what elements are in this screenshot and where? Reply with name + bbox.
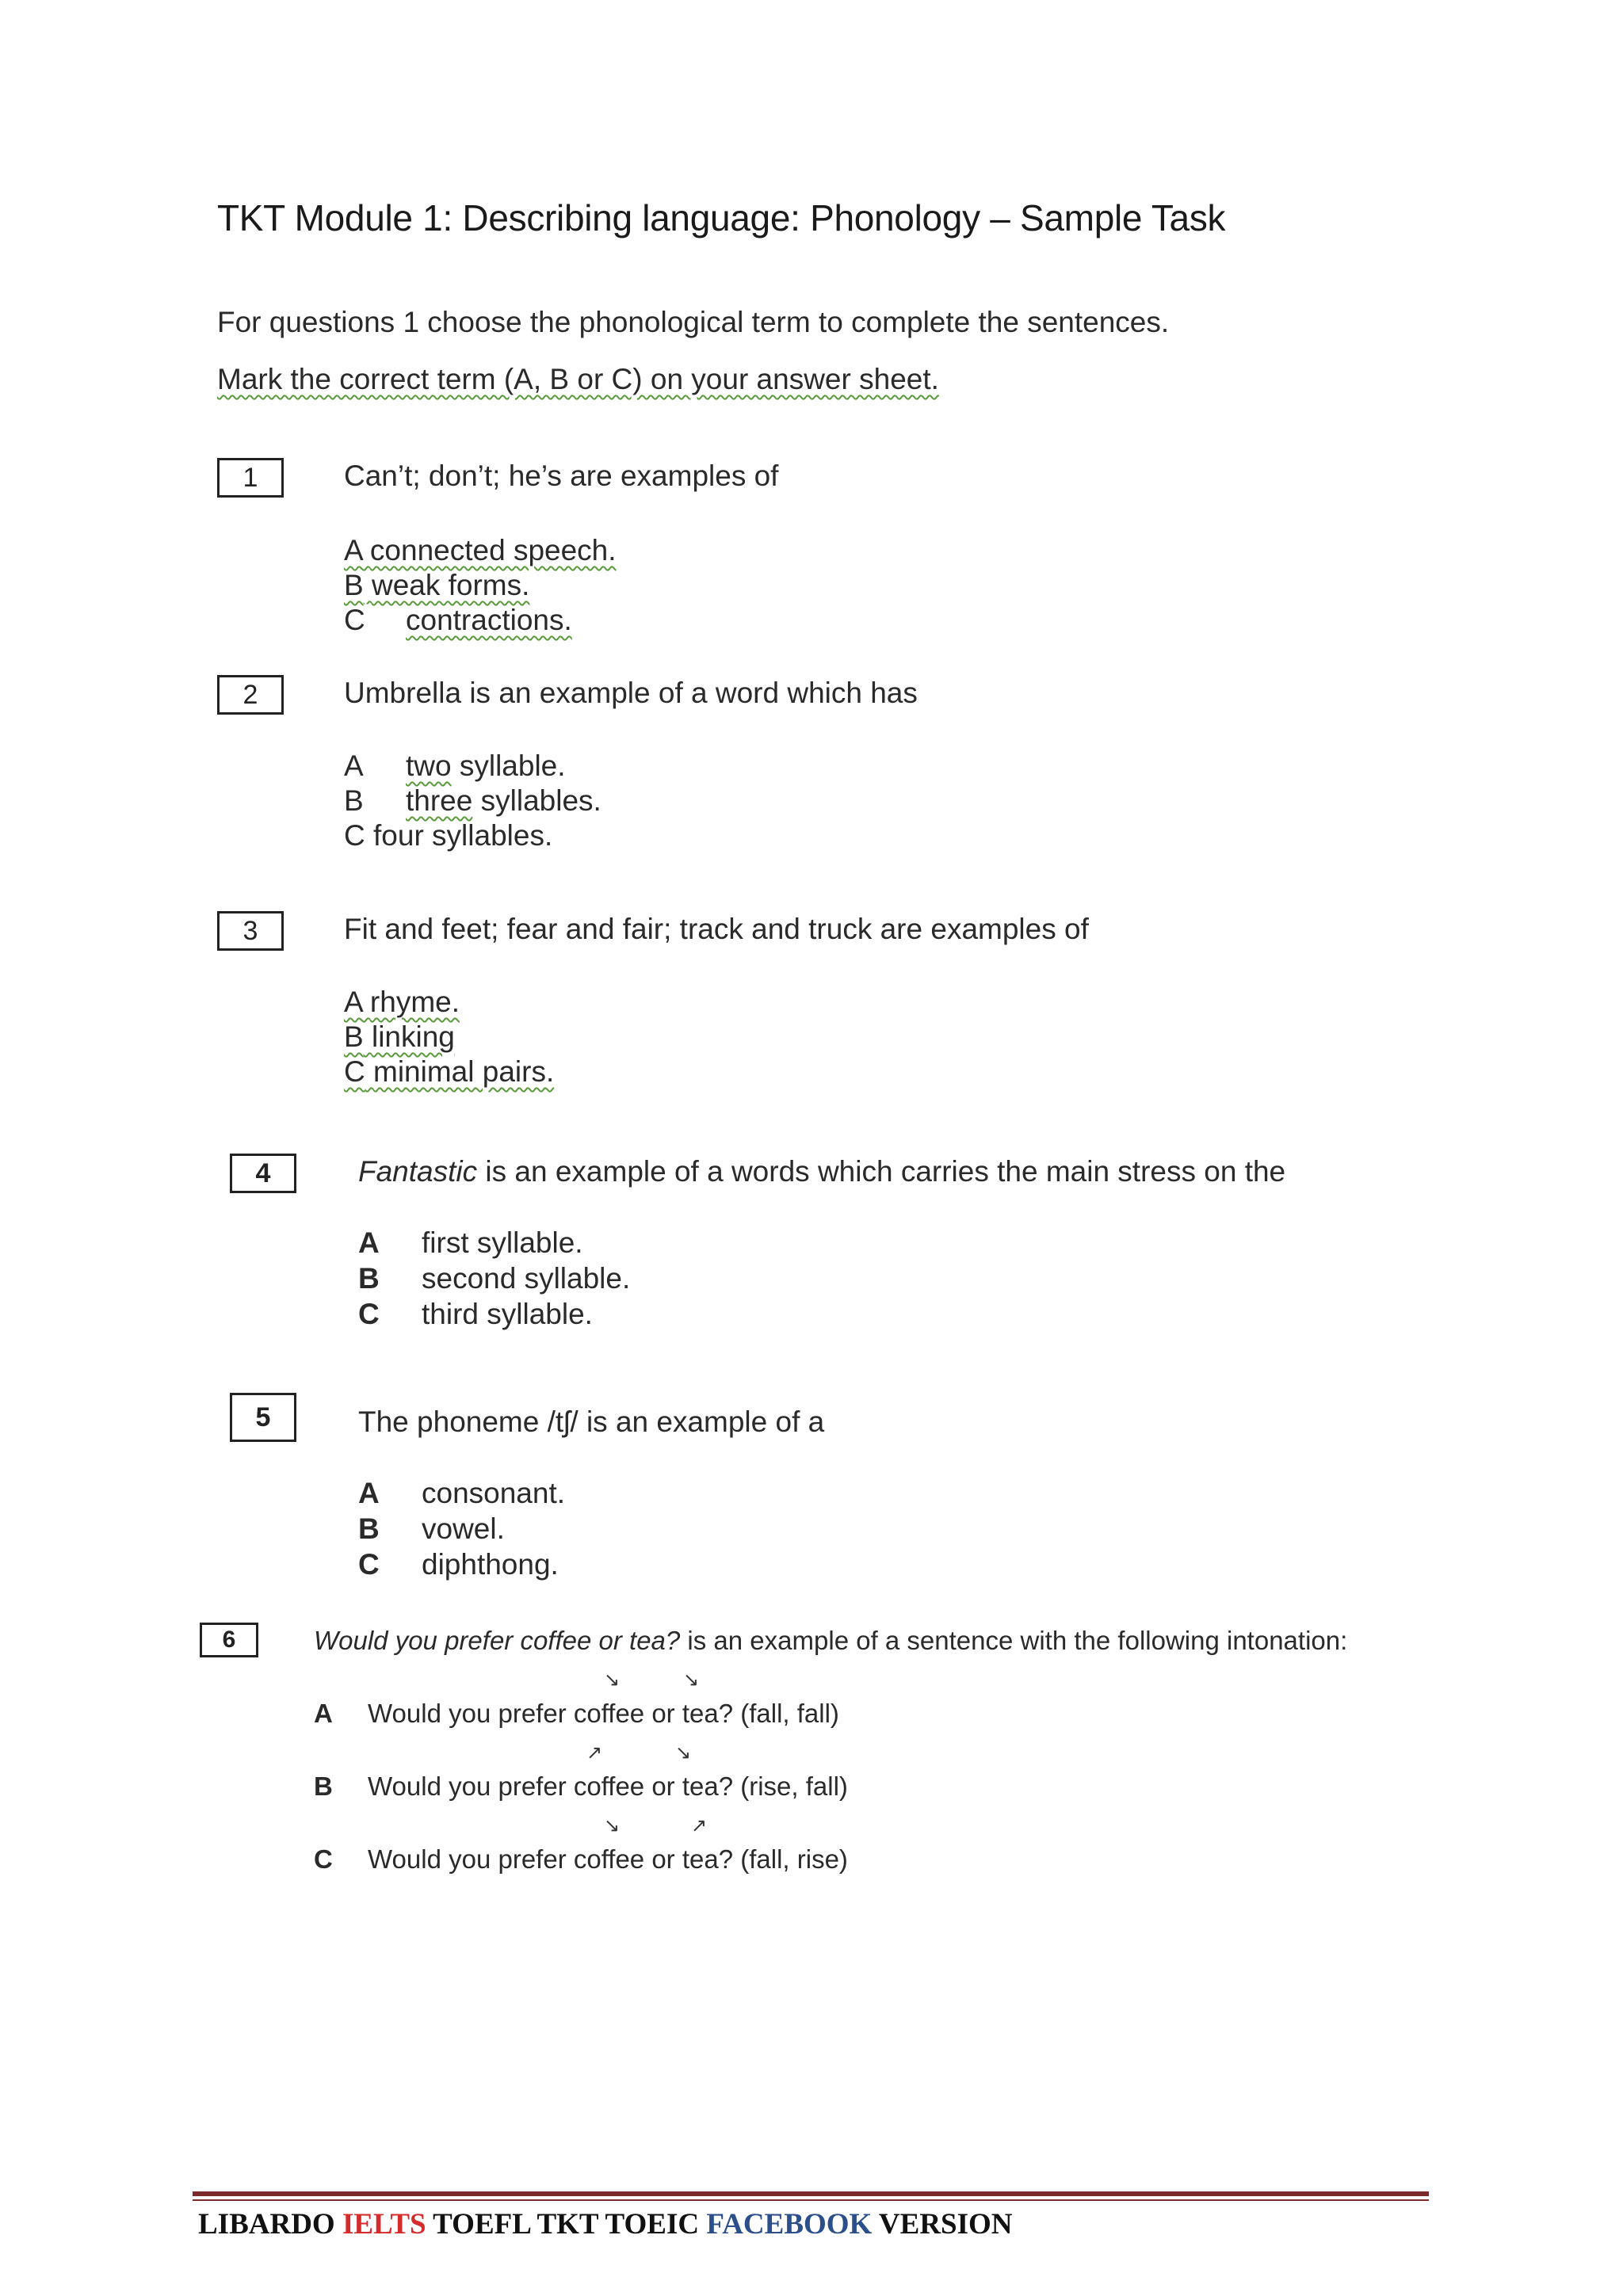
- intonation-arrow-icon: ↗: [691, 1815, 708, 1836]
- option-c: [358, 1548, 559, 1581]
- question-number-box: 6: [200, 1623, 258, 1657]
- footer-ielts: IELTS: [342, 2208, 426, 2241]
- option-letter: C: [358, 1298, 380, 1330]
- option-text: Would you prefer coffee or tea? (rise, fall): [368, 1772, 848, 1801]
- option-text: consonant.: [422, 1477, 566, 1509]
- option-b: [358, 1262, 630, 1295]
- option-letter: A: [358, 1226, 380, 1259]
- option-a: [358, 1226, 583, 1260]
- option-text: linking: [371, 1020, 455, 1053]
- option-b: [358, 1512, 505, 1546]
- option-letter: C: [314, 1844, 333, 1874]
- intonation-arrow-icon: ↘: [683, 1669, 700, 1691]
- footer-rule: [193, 2191, 1429, 2196]
- option-b: [344, 784, 601, 818]
- option-letter: C: [358, 1548, 380, 1581]
- intonation-arrow-icon: ↗: [586, 1742, 603, 1764]
- option-text: first syllable.: [422, 1226, 583, 1259]
- option-letter: A: [344, 534, 362, 566]
- question-stem: [314, 1626, 1347, 1656]
- option-text: minimal pairs.: [373, 1055, 555, 1088]
- option-text: Would you prefer coffee or tea? (fall, fall): [368, 1699, 839, 1728]
- option-a: [314, 1699, 839, 1729]
- option-letter: B: [314, 1772, 333, 1801]
- intonation-arrow-icon: ↘: [675, 1742, 692, 1764]
- option-letter: A: [344, 749, 364, 782]
- option-text: vowel.: [422, 1512, 505, 1545]
- footer-facebook: FACEBOOK: [706, 2208, 873, 2241]
- stem-italic: Fantastic: [358, 1155, 478, 1188]
- question-number-box: 3: [217, 911, 284, 951]
- stem-rest: is an example of a sentence with the following intonation:: [680, 1626, 1348, 1655]
- option-text-underlined: three: [406, 784, 473, 817]
- instruction-line-1: For questions 1 choose the phonological term to complete the sentences.: [217, 306, 1170, 338]
- option-letter: B: [344, 1020, 364, 1053]
- intonation-arrow-icon: ↘: [604, 1815, 621, 1836]
- option-c: [314, 1844, 848, 1875]
- question-stem: Fit and feet; fear and fair; track and truck are examples of: [344, 913, 1089, 945]
- question-stem: Umbrella is an example of a word which has: [344, 677, 918, 709]
- option-text: second syllable.: [422, 1262, 631, 1295]
- option-c: [344, 819, 552, 852]
- option-c: [344, 604, 572, 637]
- stem-italic: Would you prefer coffee or tea?: [314, 1626, 681, 1655]
- question-number-box: 4: [230, 1154, 296, 1193]
- option-a: [358, 1477, 565, 1510]
- option-a: [344, 534, 617, 567]
- option-letter: B: [358, 1262, 380, 1295]
- option-b: [344, 1020, 455, 1054]
- option-text: contractions.: [406, 604, 572, 636]
- footer-text: [198, 2207, 1013, 2241]
- question-number-box: 5: [230, 1393, 296, 1442]
- question-stem: [358, 1155, 1285, 1188]
- option-b: [344, 569, 529, 602]
- option-text: diphthong.: [422, 1548, 559, 1581]
- question-number-box: 1: [217, 458, 284, 498]
- option-letter: A: [358, 1477, 380, 1509]
- option-letter: B: [344, 784, 364, 817]
- stem-rest: is an example of a words which carries the main stress on the: [477, 1155, 1286, 1188]
- option-c: [344, 1055, 554, 1089]
- option-letter: A: [314, 1699, 333, 1728]
- footer-part: VERSION: [872, 2208, 1013, 2241]
- footer-part: TOEFL TKT TOEIC: [426, 2208, 707, 2241]
- footer-rule-thin: [193, 2199, 1429, 2201]
- option-text: four syllables.: [373, 819, 553, 852]
- instruction-line-2: Mark the correct term (A, B or C) on your answer sheet.: [217, 363, 939, 395]
- option-c: [358, 1298, 593, 1331]
- option-a: [344, 749, 566, 783]
- option-letter: B: [344, 569, 364, 601]
- question-stem: Can’t; don’t; he’s are examples of: [344, 460, 779, 492]
- option-text: syllables.: [472, 784, 601, 817]
- intonation-arrow-icon: ↘: [604, 1669, 621, 1691]
- option-letter: A: [344, 986, 362, 1018]
- footer-part: LIBARDO: [198, 2208, 342, 2241]
- question-number-box: 2: [217, 675, 284, 715]
- page-title: TKT Module 1: Describing language: Phonology – Sample Task: [217, 197, 1226, 238]
- option-text: third syllable.: [422, 1298, 593, 1330]
- option-text: weak forms.: [371, 569, 530, 601]
- option-text: rhyme.: [369, 986, 460, 1018]
- option-letter: C: [344, 1055, 365, 1088]
- option-letter: C: [344, 819, 365, 852]
- option-text: Would you prefer coffee or tea? (fall, rise): [368, 1844, 848, 1874]
- option-a: [344, 986, 460, 1019]
- option-letter: B: [358, 1512, 380, 1545]
- option-b: [314, 1772, 848, 1802]
- option-letter: C: [344, 604, 365, 636]
- option-text: connected speech.: [369, 534, 617, 566]
- option-text-underlined: two: [406, 749, 452, 782]
- question-stem: The phoneme /tʃ/ is an example of a: [358, 1405, 825, 1438]
- option-text: syllable.: [451, 749, 566, 782]
